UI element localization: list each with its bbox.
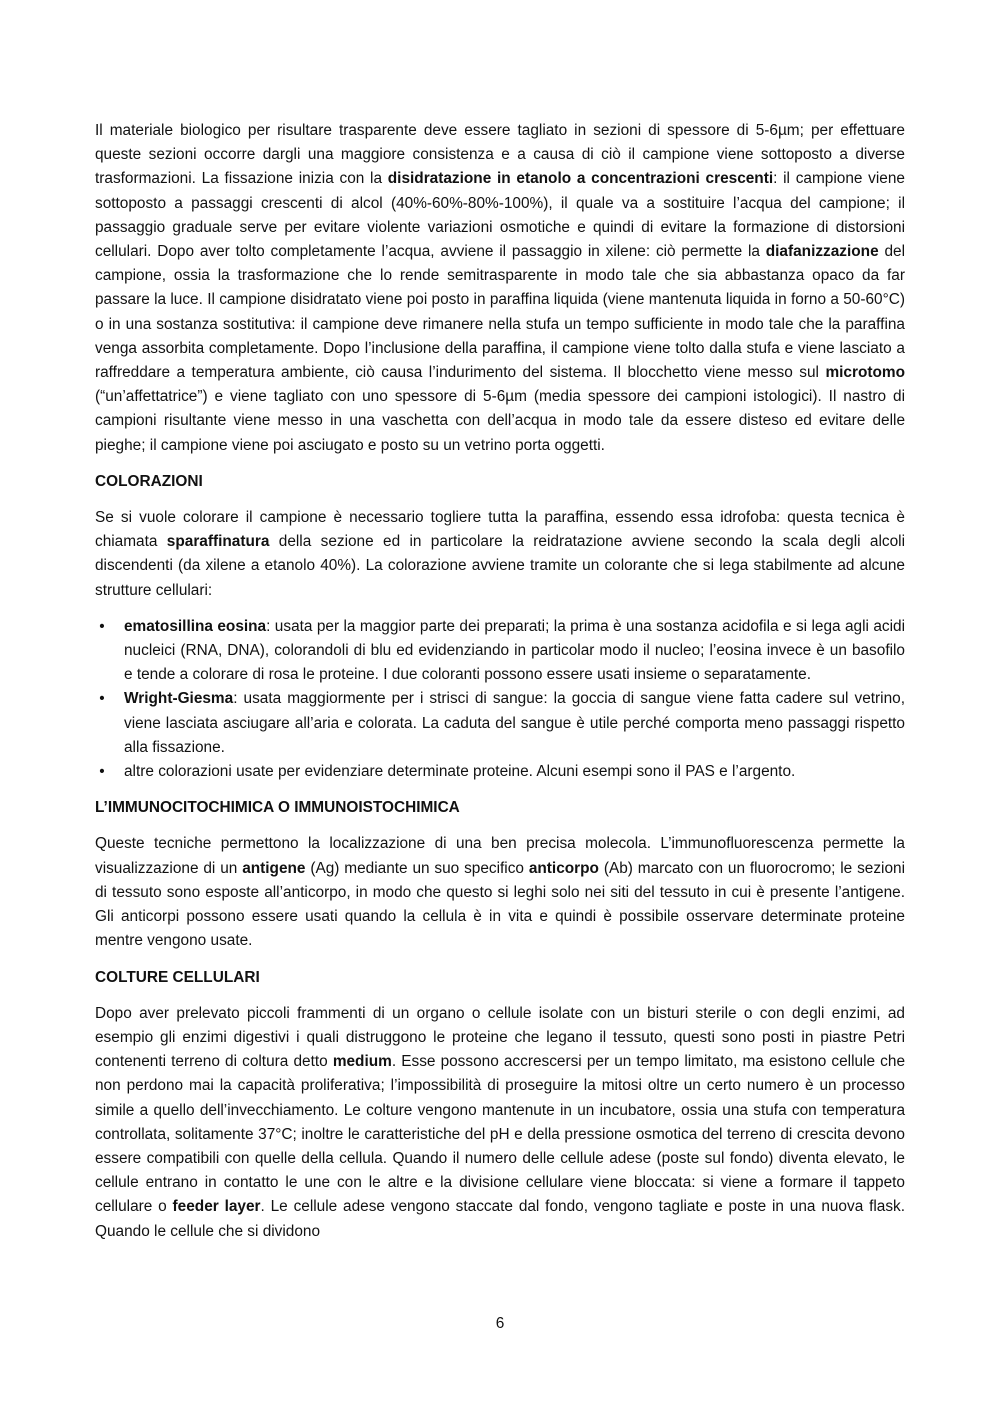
bold-term-microtomo: microtomo bbox=[825, 364, 905, 382]
bold-term-antigene: antigene bbox=[242, 859, 306, 877]
page-content bbox=[95, 119, 905, 1244]
text-run: Queste tecniche permettono la localizzazione di una ben precisa molecola. L’immunofluorescenza permette la visualizzazione di un bbox=[95, 835, 905, 877]
list-item-text: altre colorazioni usate per evidenziare determinate proteine. Alcuni esempi sono il PAS e l’argento. bbox=[124, 763, 796, 781]
heading-immunocitochimica: L’IMMUNOCITOCHIMICA O IMMUNOISTOCHIMICA bbox=[95, 799, 460, 817]
bullet-icon: • bbox=[99, 763, 105, 781]
list-item bbox=[95, 760, 905, 784]
text-run: Dopo aver prelevato piccoli frammenti di un organo o cellule isolate con un bisturi sterile o con degli enzimi, ad esempio gli enzimi digestivi i quali distruggono le proteine che legano il tessuto, questi sono posti in piastre Petri contenenti terreno di coltura detto bbox=[95, 1004, 905, 1071]
page-number: 6 bbox=[495, 1315, 505, 1332]
intro-paragraph bbox=[95, 119, 905, 458]
text-run: Il materiale biologico per risultare trasparente deve essere tagliato in sezioni di spessore di 5-6µm; per effettuare queste sezioni occorre dargli una maggiore consistenza e a causa di ciò il campione viene sottoposto a diverse trasformazioni. La fissazione inizia con la bbox=[95, 122, 905, 188]
text-run: (Ab) marcato con un fluorocromo; le sezioni di tessuto sono esposte all’anticorpo, in modo che questo si leghi solo nei siti del tessuto in cui è presente l’antigene. Gli anticorpi possono essere usati quando la cellula è in vita e quindi è possibile osservare determinate proteine mentre vengono usate. bbox=[95, 859, 906, 950]
list-item bbox=[95, 615, 905, 688]
text-run: (“un’affettatrice”) e viene tagliato con uno spessore di 5-6µm (media spessore dei campioni istologici). Il nastro di campioni risultante viene messo in una vaschetta con dell’acqua in modo tale da essere disteso ed evitare delle pieghe; il campione viene poi asciugato e posto su un vetrino porta oggetti. bbox=[95, 388, 905, 454]
bullet-icon: • bbox=[99, 690, 105, 708]
list-item-term: ematosillina eosina bbox=[124, 617, 267, 635]
list-item-text: : usata per la maggior parte dei preparati; la prima è una sostanza acidofila e si lega agli acidi nucleici (RNA, DNA), colorandoli di blu ed evidenziando in particolar modo il nucleo; l’eosina invece è un basofilo e tende a colorare di rosa le proteine. I due coloranti possono essere usati insieme o separatamente. bbox=[124, 617, 905, 684]
text-run: : il campione viene sottoposto a passaggi crescenti di alcol (40%-60%-80%-100%), il quale va a sostituire l’acqua del campione; il passaggio graduale serve per evitare violente variazioni osmotiche e quindi di evitare la formazione di distorsioni cellulari. Dopo aver tolto completamente l’acqua, avviene il passaggio in xilene: ciò permette la bbox=[95, 170, 905, 261]
heading-colture-cellulari: COLTURE CELLULARI bbox=[95, 968, 260, 986]
text-run: (Ag) mediante un suo specifico bbox=[305, 859, 529, 877]
text-run: della sezione ed in particolare la reidratazione avviene secondo la scala degli alcoli discendenti (da xilene a etanolo 40%). La colorazione avviene tramite un colorante che si lega stabilmente ad alcune strutture cellulari: bbox=[95, 533, 905, 599]
list-item-text: : usata maggiormente per i strisci di sangue: la goccia di sangue viene fatta cadere sul vetrino, viene lasciata asciugare all’aria e colorata. La caduta del sangue è utile perché comporta meno passaggi rispetto alla fissazione. bbox=[124, 690, 905, 756]
colture-paragraph bbox=[95, 1002, 905, 1244]
bold-term-medium: medium bbox=[332, 1053, 392, 1071]
text-run: del campione, ossia la trasformazione che lo rende semitrasparente in modo tale che sia abbastanza opaco da far passare la luce. Il campione disidratato viene poi posto in paraffina liquida (viene mantenuta liquida in forno a 50-60°C) o in una sostanza sostitutiva: il campione deve rimanere nella stufa un tempo sufficiente in modo tale che la paraffina venga assorbita completamente. Dopo l’inclusione della paraffina, il campione viene tolto dalla stufa e viene lasciato a raffreddare a temperatura ambiente, ciò causa l’indurimento del sistema. Il blocchetto viene messo sul bbox=[95, 243, 905, 382]
bold-term-anticorpo: anticorpo bbox=[528, 859, 599, 877]
list-item-term: Wright-Giesma bbox=[124, 690, 234, 708]
staining-list bbox=[95, 615, 905, 784]
bold-term-disidratazione: disidratazione in etanolo a concentrazioni crescenti bbox=[387, 170, 774, 188]
text-run: . Esse possono accrescersi per un tempo limitato, ma esistono cellule che non perdono mai la capacità proliferativa; l’impossibilità di proseguire la mitosi oltre un certo numero è un processo simile a quello dell’invecchiamento. Le colture vengono mantenute in un incubatore, ossia una stufa con temperatura controllata, solitamente 37°C; inoltre le caratteristiche del pH e della pressione osmotica del terreno di crescita devono essere compatibili con quelle della cellula. Quando il numero delle cellule adese (poste sul fondo) diventa elevato, le cellule entrano in contatto le une con le altre e la divisione cellulare viene bloccata: si viene a formare il tappeto cellulare o bbox=[95, 1053, 905, 1216]
bold-term-feeder-layer: feeder layer bbox=[172, 1198, 261, 1216]
bullet-icon: • bbox=[99, 617, 105, 635]
colorazioni-paragraph bbox=[95, 506, 905, 603]
bold-term-sparaffinatura: sparaffinatura bbox=[166, 533, 270, 551]
list-item bbox=[95, 687, 905, 760]
immuno-paragraph bbox=[95, 832, 905, 953]
text-run: . Le cellule adese vengono staccate dal fondo, vengono tagliate e poste in una nuova flask. Quando le cellule che si dividono bbox=[95, 1198, 905, 1240]
text-run: Se si vuole colorare il campione è necessario togliere tutta la paraffina, essendo essa idrofoba: questa tecnica è chiamata bbox=[95, 509, 905, 551]
bold-term-diafanizzazione: diafanizzazione bbox=[765, 243, 879, 261]
heading-colorazioni: COLORAZIONI bbox=[95, 472, 203, 490]
